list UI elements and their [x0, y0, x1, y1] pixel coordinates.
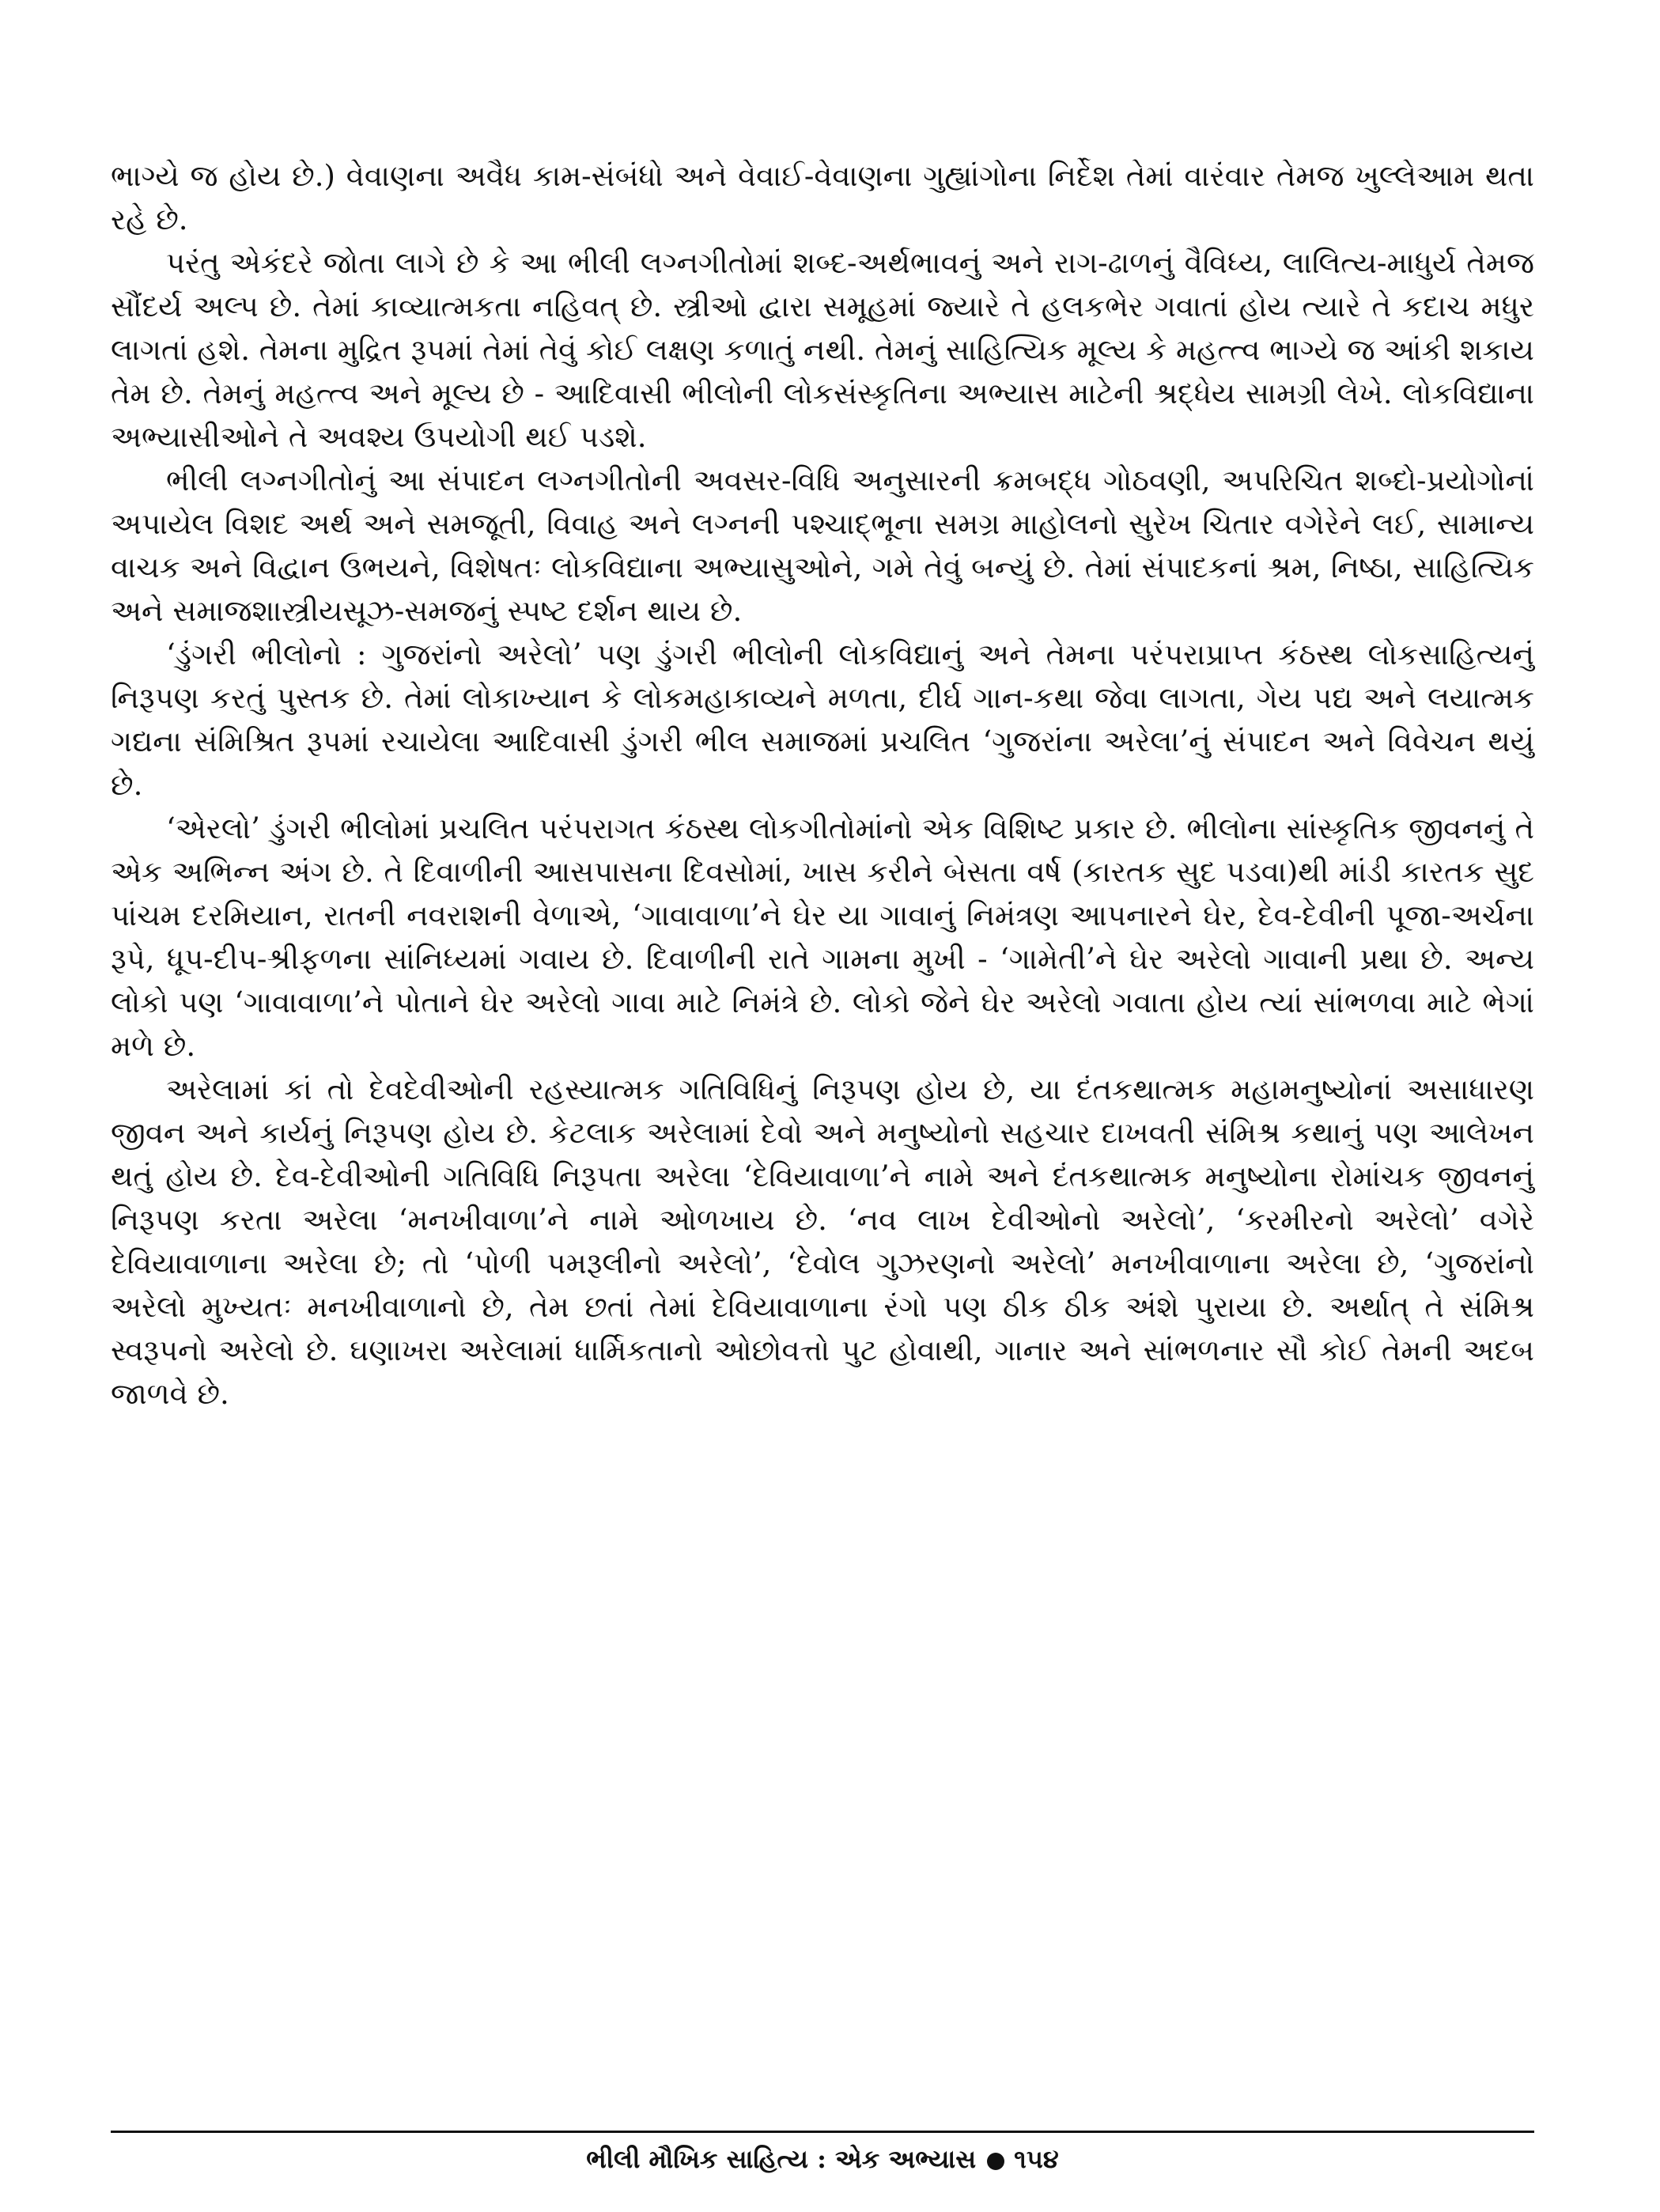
paragraph: ‘એરલો’ ડુંગરી ભીલોમાં પ્રચલિત પરંપરાગત કંઠસ્થ લોકગીતોમાંનો એક વિશિષ્ટ પ્રકાર છે. ભીલોના સાંસ્કૃતિક જીવનનું તે એક અભિન્ન અંગ છે. તે દિવાળીની આસપાસના દિવસોમાં, ખાસ કરીને બેસતા વર્ષ (કારતક સુદ પડવા)થી માંડી કારતક સુદ પાંચમ દરમિયાન, રાતની નવરાશની વેળાએ, ‘ગાવાવાળા’ને ઘેર યા ગાવાનું નિમંત્રણ આપનારને ઘેર, દેવ-દેવીની પૂજા-અર્ચના રૂપે, ધૂપ-દીપ-શ્રીફળના સાંનિધ્યમાં ગવાય છે. દિવાળીની રાતે ગામના મુખી - ‘ગામેતી’ને ઘેર અરેલો ગાવાની પ્રથા છે. અન્ય લોકો પણ ‘ગાવાવાળા’ને પોતાને ઘેર અરેલો ગાવા માટે નિમંત્રે છે. લોકો જેને ઘેર અરેલો ગવાતા હોય ત્યાં સાંભળવા માટે ભેગાં મળે છે. [111, 811, 1534, 1063]
paragraph: પરંતુ એકંદરે જોતા લાગે છે કે આ ભીલી લગ્નગીતોમાં શબ્દ-અર્થભાવનું અને રાગ-ઢાળનું વૈવિધ્ય, લાલિત્ય-માધુર્ય તેમજ સૌંદર્ય અલ્પ છે. તેમાં કાવ્યાત્મકતા નહિવત્ છે. સ્ત્રીઓ દ્વારા સમૂહમાં જ્યારે તે હલકભેર ગવાતાં હોય ત્યારે તે કદાચ મધુર લાગતાં હશે. તેમના મુદ્રિત રૂપમાં તેમાં તેવું કોઈ લક્ષણ કળાતું નથી. તેમનું સાહિત્યિક મૂલ્ય કે મહત્ત્વ ભાગ્યે જ આંકી શકાય તેમ છે. તેમનું મહત્ત્વ અને મૂલ્ય છે - આદિવાસી ભીલોની લોકસંસ્કૃતિના અભ્યાસ માટેની શ્રદ્ધેય સામગ્રી લેખે. લોકવિદ્યાના અભ્યાસીઓને તે અવશ્ય ઉપયોગી થઈ પડશે. [111, 246, 1534, 454]
bullet-icon [987, 2153, 1004, 2170]
paragraph-continuation: ભાગ્યે જ હોય છે.) વેવાણના અવૈધ કામ-સંબંધો અને વેવાઈ-વેવાણના ગુહ્યાંગોના નિર્દેશ તેમાં વારંવાર તેમજ ખુલ્લેઆમ થતા રહે છે. [111, 159, 1534, 236]
page-footer [111, 2142, 1534, 2176]
paragraph: ‘ડુંગરી ભીલોનો : ગુજરાંનો અરેલો’ પણ ડુંગરી ભીલોની લોકવિદ્યાનું અને તેમના પરંપરાપ્રાપ્ત કંઠસ્થ લોકસાહિત્યનું નિરૂપણ કરતું પુસ્તક છે. તેમાં લોકાખ્યાન કે લોકમહાકાવ્યને મળતા, દીર્ઘ ગાન-કથા જેવા લાગતા, ગેય પદ્ય અને લયાત્મક ગદ્યના સંમિશ્રિત રૂપમાં રચાયેલા આદિવાસી ડુંગરી ભીલ સમાજમાં પ્રચલિત ‘ગુજરાંના અરેલા’નું સંપાદન અને વિવેચન થયું છે. [111, 637, 1534, 802]
paragraph: અરેલામાં કાં તો દેવદેવીઓની રહસ્યાત્મક ગતિવિધિનું નિરૂપણ હોય છે, યા દંતકથાત્મક મહામનુષ્યોનાં અસાધારણ જીવન અને કાર્યનું નિરૂપણ હોય છે. કેટલાક અરેલામાં દેવો અને મનુષ્યોનો સહચાર દાખવતી સંમિશ્ર કથાનું પણ આલેખન થતું હોય છે. દેવ-દેવીઓની ગતિવિધિ નિરૂપતા અરેલા ‘દેવિયાવાળા’ને નામે અને દંતકથાત્મક મનુષ્યોના રોમાંચક જીવનનું નિરૂપણ કરતા અરેલા ‘મનખીવાળા’ને નામે ઓળખાય છે. ‘નવ લાખ દેવીઓનો અરેલો’, ‘કરમીરનો અરેલો’ વગેરે દેવિયાવાળાના અરેલા છે; તો ‘પોળી પમરૂલીનો અરેલો’, ‘દેવોલ ગુઝરણનો અરેલો’ મનખીવાળાના અરેલા છે, ‘ગુજરાંનો અરેલો મુખ્યતઃ મનખીવાળાનો છે, તેમ છતાં તેમાં દેવિયાવાળાના રંગો પણ ઠીક ઠીક અંશે પુરાયા છે. અર્થાત્ તે સંમિશ્ર સ્વરૂપનો અરેલો છે. ઘણાખરા અરેલામાં ધાર્મિકતાનો ઓછોવત્તો પુટ હોવાથી, ગાનાર અને સાંભળનાર સૌ કોઈ તેમની અદબ જાળવે છે. [111, 1072, 1534, 1411]
footer-book-title: ભીલી મૌખિક સાહિત્ય : એક અભ્યાસ [586, 2144, 977, 2174]
page-number: ૧૫૪ [1014, 2144, 1059, 2174]
paragraph: ભીલી લગ્નગીતોનું આ સંપાદન લગ્નગીતોની અવસર-વિધિ અનુસારની ક્રમબદ્ધ ગોઠવણી, અપરિચિત શબ્દો-પ્રયોગોનાં અપાયેલ વિશદ અર્થ અને સમજૂતી, વિવાહ અને લગ્નની પશ્ચાદ્ભૂના સમગ્ર માહોલનો સુરેખ ચિતાર વગેરેને લઈ, સામાન્ય વાચક અને વિદ્વાન ઉભયને, વિશેષતઃ લોકવિદ્યાના અભ્યાસુઓને, ગમે તેવું બન્યું છે. તેમાં સંપાદકનાં શ્રમ, નિષ્ઠા, સાહિત્યિક અને સમાજશાસ્ત્રીયસૂઝ-સમજનું સ્પષ્ટ દર્શન થાય છે. [111, 463, 1534, 628]
body-text [111, 154, 1534, 1416]
footer-divider [111, 2131, 1534, 2133]
